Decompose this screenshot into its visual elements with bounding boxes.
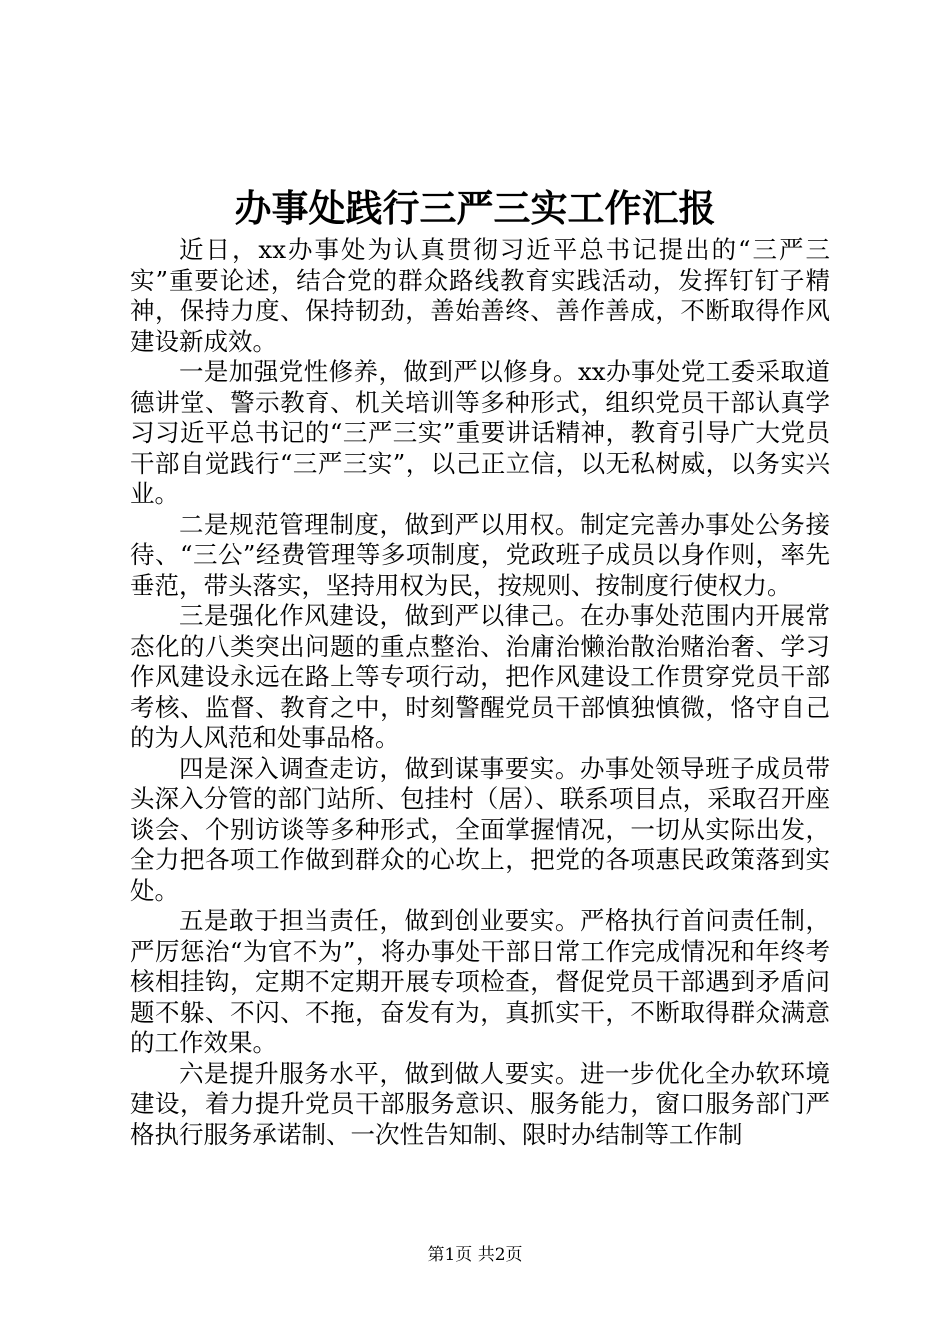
- paragraph-point-1: 一是加强党性修养，做到严以修身。xx办事处党工委采取道德讲堂、警示教育、机关培训等多种形式，组织党员干部认真学习习近平总书记的“三严三实”重要讲话精神，教育引导广大党员干部自觉践行“三严三实”，以己正立信，以无私树威，以务实兴业。: [130, 357, 830, 508]
- paragraph-point-3: 三是强化作风建设，做到严以律己。在办事处范围内开展常态化的八类突出问题的重点整治、治庸治懒治散治赌治奢、学习作风建设永远在路上等专项行动，把作风建设工作贯穿党员干部考核、监督、教育之中，时刻警醒党员干部慎独慎微，恪守自己的为人风范和处事品格。: [130, 601, 830, 752]
- paragraph-point-5: 五是敢于担当责任，做到创业要实。严格执行首问责任制，严厉惩治“为官不为”，将办事处干部日常工作完成情况和年终考核相挂钩，定期不定期开展专项检查，督促党员干部遇到矛盾问题不躲、不闪、不拖，奋发有为，真抓实干，不断取得群众满意的工作效果。: [130, 906, 830, 1057]
- paragraph-point-2: 二是规范管理制度，做到严以用权。制定完善办事处公务接待、“三公”经费管理等多项制度，党政班子成员以身作则，率先垂范，带头落实，坚持用权为民，按规则、按制度行使权力。: [130, 509, 830, 600]
- document-title: 办事处践行三严三实工作汇报: [234, 186, 716, 230]
- document-body: [130, 235, 830, 1150]
- page-number-footer: 第1页 共2页: [427, 1245, 523, 1265]
- paragraph-intro: 近日，xx办事处为认真贯彻习近平总书记提出的“三严三实”重要论述，结合党的群众路线教育实践活动，发挥钉钉子精神，保持力度、保持韧劲，善始善终、善作善成，不断取得作风建设新成效。: [130, 235, 830, 356]
- paragraph-point-6: 六是提升服务水平，做到做人要实。进一步优化全办软环境建设，着力提升党员干部服务意识、服务能力，窗口服务部门严格执行服务承诺制、一次性告知制、限时办结制等工作制: [130, 1058, 830, 1149]
- paragraph-point-4: 四是深入调查走访，做到谋事要实。办事处领导班子成员带头深入分管的部门站所、包挂村（居）、联系项目点，采取召开座谈会、个别访谈等多种形式，全面掌握情况，一切从实际出发，全力把各项工作做到群众的心坎上，把党的各项惠民政策落到实处。: [130, 753, 830, 905]
